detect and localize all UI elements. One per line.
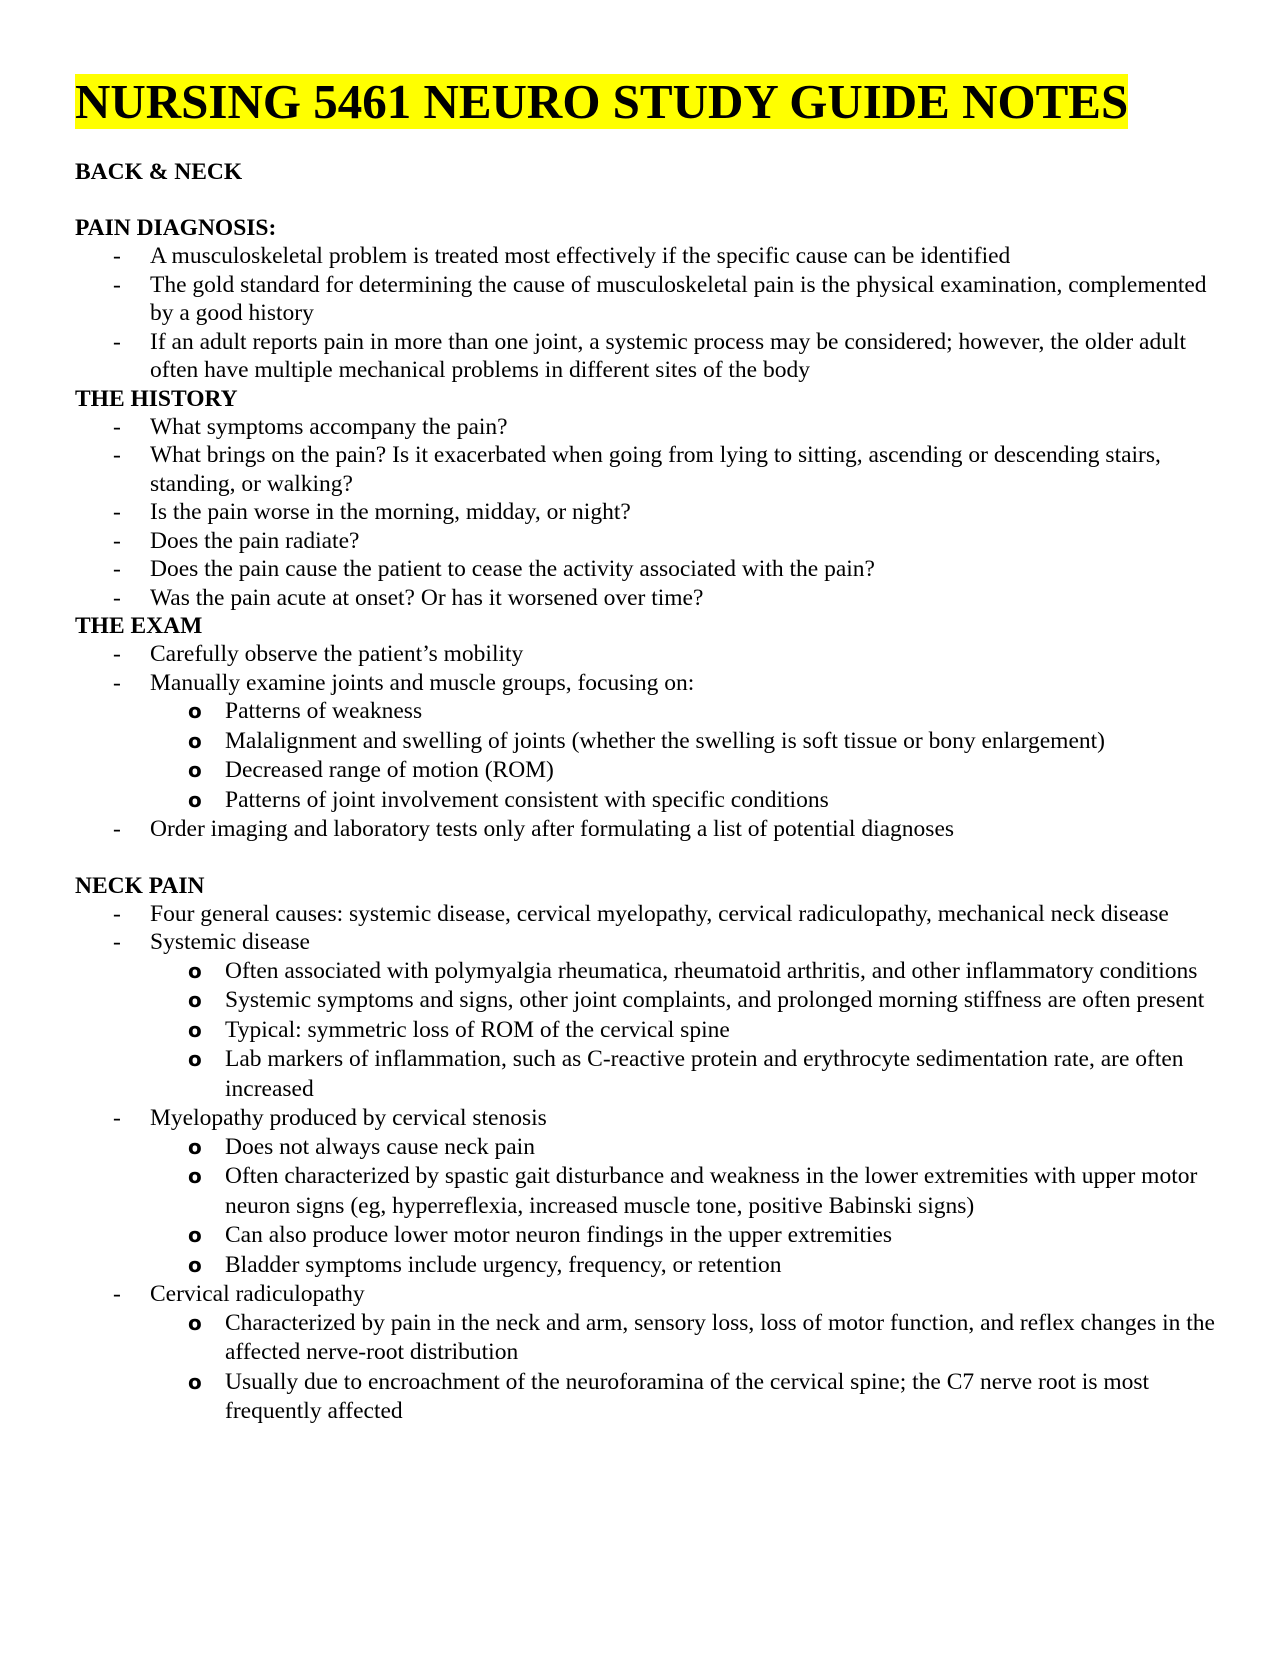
list-item: [75, 815, 1215, 844]
list-item: [75, 527, 1215, 556]
sub-list-item: [75, 1045, 1215, 1104]
list-item: [75, 555, 1215, 584]
sub-list-item: [75, 1221, 1215, 1251]
sub-list-item-text: Characterized by pain in the neck and arm, sensory loss, loss of motor function, and reflex changes in the affected nerve-root distribution: [225, 1309, 1215, 1365]
sub-list-item: [75, 1133, 1215, 1163]
list-item-text: Does the pain radiate?: [150, 527, 360, 554]
sub-list-item-text: Often characterized by spastic gait disturbance and weakness in the lower extremities with upper motor neuron signs (eg, hyperreflexia, increased muscle tone, positive Babinski signs): [225, 1163, 1198, 1219]
circle-bullet: o: [188, 758, 202, 782]
exam-list: [75, 640, 1215, 697]
sub-list-item: [75, 786, 1215, 816]
circle-bullet: o: [188, 787, 202, 812]
dash-bullet: -: [113, 1281, 121, 1307]
circle-bullet: o: [188, 1017, 202, 1042]
circle-bullet: o: [188, 1223, 202, 1247]
pain-diagnosis-list: [75, 242, 1215, 385]
dash-bullet: -: [113, 413, 121, 440]
list-item-text: What brings on the pain? Is it exacerbated when going from lying to sitting, ascending or descending stairs, standing, or walking?: [150, 442, 1161, 497]
dash-bullet: -: [113, 556, 121, 582]
list-item: [75, 413, 1215, 442]
sub-list-item-text: Often associated with polymyalgia rheumatica, rheumatoid arthritis, and other inflammatory conditions: [225, 957, 1198, 984]
list-item-text: Carefully observe the patient’s mobility: [150, 641, 524, 667]
list-item: [75, 441, 1215, 498]
dash-bullet: -: [113, 669, 121, 696]
list-item-text: If an adult reports pain in more than one joint, a systemic process may be considered; however, the older adult often have multiple mechanical problems in different sites of the body: [150, 328, 1187, 383]
sub-list-item: [75, 957, 1215, 987]
dash-bullet: -: [113, 527, 121, 554]
list-item: [75, 1104, 1215, 1133]
section-heading-neck-pain: NECK PAIN: [75, 872, 205, 899]
spacer: [75, 844, 1215, 872]
dash-bullet: -: [113, 328, 121, 355]
list-item-text: Order imaging and laboratory tests only after formulating a list of potential diagnoses: [150, 816, 955, 842]
history-list: [75, 413, 1215, 613]
list-item-text: Is the pain worse in the morning, midday, or night?: [150, 499, 631, 525]
dash-bullet: -: [113, 243, 121, 269]
sub-list-item-text: Can also produce lower motor neuron findings in the upper extremities: [225, 1222, 892, 1248]
dash-bullet: -: [113, 271, 121, 298]
circle-bullet: o: [188, 728, 202, 753]
dash-bullet: -: [113, 1105, 121, 1131]
list-item-text: Manually examine joints and muscle groups, focusing on:: [150, 669, 695, 696]
section-heading-exam: THE EXAM: [75, 613, 203, 639]
list-item-text: Myelopathy produced by cervical stenosis: [150, 1105, 547, 1131]
sub-list-item-text: Decreased range of motion (ROM): [225, 757, 554, 783]
list-item: [75, 271, 1215, 328]
sub-list-item-text: Does not always cause neck pain: [225, 1133, 535, 1160]
systemic-sub-list: [75, 957, 1215, 1105]
circle-bullet: o: [188, 1047, 202, 1071]
sub-list-item-text: Patterns of weakness: [225, 698, 423, 724]
spacer: [75, 132, 1215, 158]
sub-list-item-text: Bladder symptoms include urgency, frequency, or retention: [225, 1251, 782, 1278]
list-item: [75, 498, 1215, 527]
list-item-text: Was the pain acute at onset? Or has it worsened over time?: [150, 584, 704, 611]
dash-bullet: -: [113, 816, 121, 842]
sub-list-item: [75, 986, 1215, 1016]
circle-bullet: o: [188, 1252, 202, 1277]
list-item: [75, 242, 1215, 271]
radiculopathy-sub-list: [75, 1309, 1215, 1427]
sub-list-item: [75, 727, 1215, 757]
list-item: [75, 584, 1215, 613]
sub-list-item: [75, 1368, 1215, 1427]
circle-bullet: o: [188, 958, 202, 983]
sub-list-item: [75, 1251, 1215, 1281]
section-heading-back-neck: BACK & NECK: [75, 159, 243, 185]
list-item-text: What symptoms accompany the pain?: [150, 413, 508, 440]
circle-bullet: o: [188, 1310, 202, 1335]
sub-list-item-text: Usually due to encroachment of the neuroforamina of the cervical spine; the C7 nerve root is most frequently affected: [225, 1368, 1150, 1424]
list-item: [75, 900, 1215, 929]
sub-list-item-text: Patterns of joint involvement consistent with specific conditions: [225, 786, 829, 813]
dash-bullet: -: [113, 929, 121, 955]
circle-bullet: o: [188, 1369, 202, 1394]
sub-list-item-text: Systemic symptoms and signs, other joint complaints, and prolonged morning stiffness are often present: [225, 987, 1205, 1013]
list-item: [75, 640, 1215, 669]
list-item-text: The gold standard for determining the cause of musculoskeletal pain is the physical examination, complemented by a good history: [150, 271, 1207, 326]
neck-pain-list-myelopathy: [75, 1104, 1215, 1133]
list-item-text: Systemic disease: [150, 929, 310, 955]
dash-bullet: -: [113, 584, 121, 611]
sub-list-item: [75, 756, 1215, 786]
neck-pain-list: [75, 900, 1215, 957]
dash-bullet: -: [113, 499, 121, 525]
list-item: [75, 669, 1215, 698]
section-heading-history: THE HISTORY: [75, 385, 238, 412]
dash-bullet: -: [113, 900, 121, 927]
list-item: [75, 1280, 1215, 1309]
sub-list-item-text: Typical: symmetric loss of ROM of the cervical spine: [225, 1016, 730, 1043]
list-item-text: Does the pain cause the patient to cease the activity associated with the pain?: [150, 556, 875, 582]
list-item: [75, 928, 1215, 957]
dash-bullet: -: [113, 641, 121, 667]
spacer: [75, 186, 1215, 214]
circle-bullet: o: [188, 699, 202, 723]
list-item: [75, 328, 1215, 385]
document-page: [75, 72, 1215, 1427]
dash-bullet: -: [113, 442, 121, 468]
myelopathy-sub-list: [75, 1133, 1215, 1281]
sub-list-item: [75, 1309, 1215, 1368]
list-item-text: Cervical radiculopathy: [150, 1281, 365, 1307]
exam-list-continued: [75, 815, 1215, 844]
sub-list-item-text: Malalignment and swelling of joints (whether the swelling is soft tissue or bony enlargement): [225, 727, 1105, 754]
list-item-text: A musculoskeletal problem is treated most effectively if the specific cause can be identified: [150, 243, 1011, 269]
exam-sub-list: [75, 697, 1215, 815]
sub-list-item: [75, 1016, 1215, 1046]
document-title: [75, 72, 1130, 132]
sub-list-item: [75, 1162, 1215, 1221]
section-heading-pain-diagnosis: PAIN DIAGNOSIS:: [75, 215, 277, 241]
circle-bullet: o: [188, 988, 202, 1012]
list-item-text: Four general causes: systemic disease, cervical myelopathy, cervical radiculopathy, mechanical neck disease: [150, 900, 1169, 927]
neck-pain-list-radiculopathy: [75, 1280, 1215, 1309]
circle-bullet: o: [188, 1164, 202, 1188]
title-highlight: NURSING 5461 NEURO STUDY GUIDE NOTES: [75, 74, 1129, 129]
circle-bullet: o: [188, 1134, 202, 1159]
sub-list-item-text: Lab markers of inflammation, such as C-reactive protein and erythrocyte sedimentation rate, are often increased: [225, 1046, 1184, 1102]
sub-list-item: [75, 697, 1215, 727]
